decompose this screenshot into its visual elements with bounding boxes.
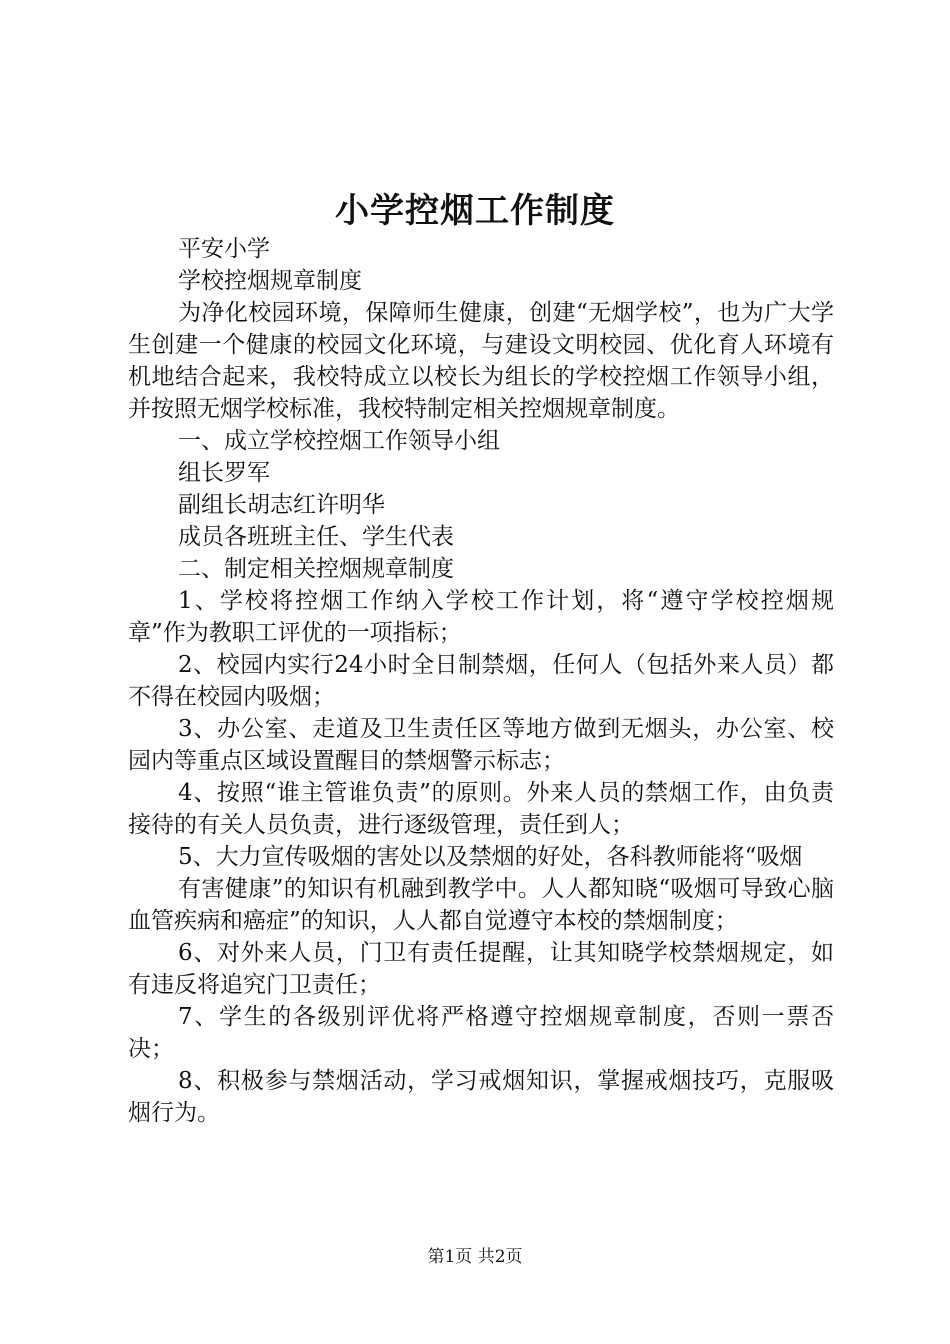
page-footer: 第1页 共2页 xyxy=(427,1247,523,1267)
rule-item-4: 4、按照“谁主管谁负责”的原则。外来人员的禁烟工作，由负责接待的有关人员负责，进行逐级管理，责任到人； xyxy=(128,780,834,838)
rule-item-3: 3、办公室、走道及卫生责任区等地方做到无烟头，办公室、校园内等重点区域设置醒目的禁烟警示标志； xyxy=(128,716,834,774)
rule-item-6: 6、对外来人员，门卫有责任提醒，让其知晓学校禁烟规定，如有违反将追究门卫责任； xyxy=(128,940,834,998)
rule-item-5: 5、大力宣传吸烟的害处以及禁烟的好处，各科教师能将“吸烟 xyxy=(178,844,803,870)
paragraph-subtitle: 学校控烟规章制度 xyxy=(178,268,362,294)
paragraph-intro: 为净化校园环境，保障师生健康，创建“无烟学校”，也为广大学生创建一个健康的校园文化环境，与建设文明校园、优化育人环境有机地结合起来，我校特成立以校长为组长的学校控烟工作领导小组，并按照无烟学校标准，我校特制定相关控烟规章制度。 xyxy=(128,300,834,422)
paragraph-leader: 组长罗军 xyxy=(178,460,270,486)
rule-item-8: 8、积极参与禁烟活动，学习戒烟知识，掌握戒烟技巧，克服吸烟行为。 xyxy=(128,1068,834,1126)
paragraph-members: 成员各班班主任、学生代表 xyxy=(178,524,454,550)
document-body xyxy=(128,233,834,1129)
paragraph-school-name: 平安小学 xyxy=(178,236,270,262)
rule-item-7: 7、学生的各级别评优将严格遵守控烟规章制度，否则一票否决； xyxy=(128,1004,834,1062)
paragraph-deputy-leader: 副组长胡志红许明华 xyxy=(178,492,385,518)
rule-item-1: 1、学校将控烟工作纳入学校工作计划，将“遵守学校控烟规章”作为教职工评优的一项指标； xyxy=(128,588,834,646)
rule-item-2: 2、校园内实行24小时全日制禁烟，任何人（包括外来人员）都不得在校园内吸烟； xyxy=(128,652,834,710)
document-title: 小学控烟工作制度 xyxy=(335,191,615,231)
section-heading-2: 二、制定相关控烟规章制度 xyxy=(178,556,454,582)
rule-item-5-continued: 有害健康”的知识有机融到教学中。人人都知晓“吸烟可导致心脑血管疾病和癌症”的知识，人人都自觉遵守本校的禁烟制度； xyxy=(128,876,834,934)
section-heading-1: 一、成立学校控烟工作领导小组 xyxy=(178,428,500,454)
